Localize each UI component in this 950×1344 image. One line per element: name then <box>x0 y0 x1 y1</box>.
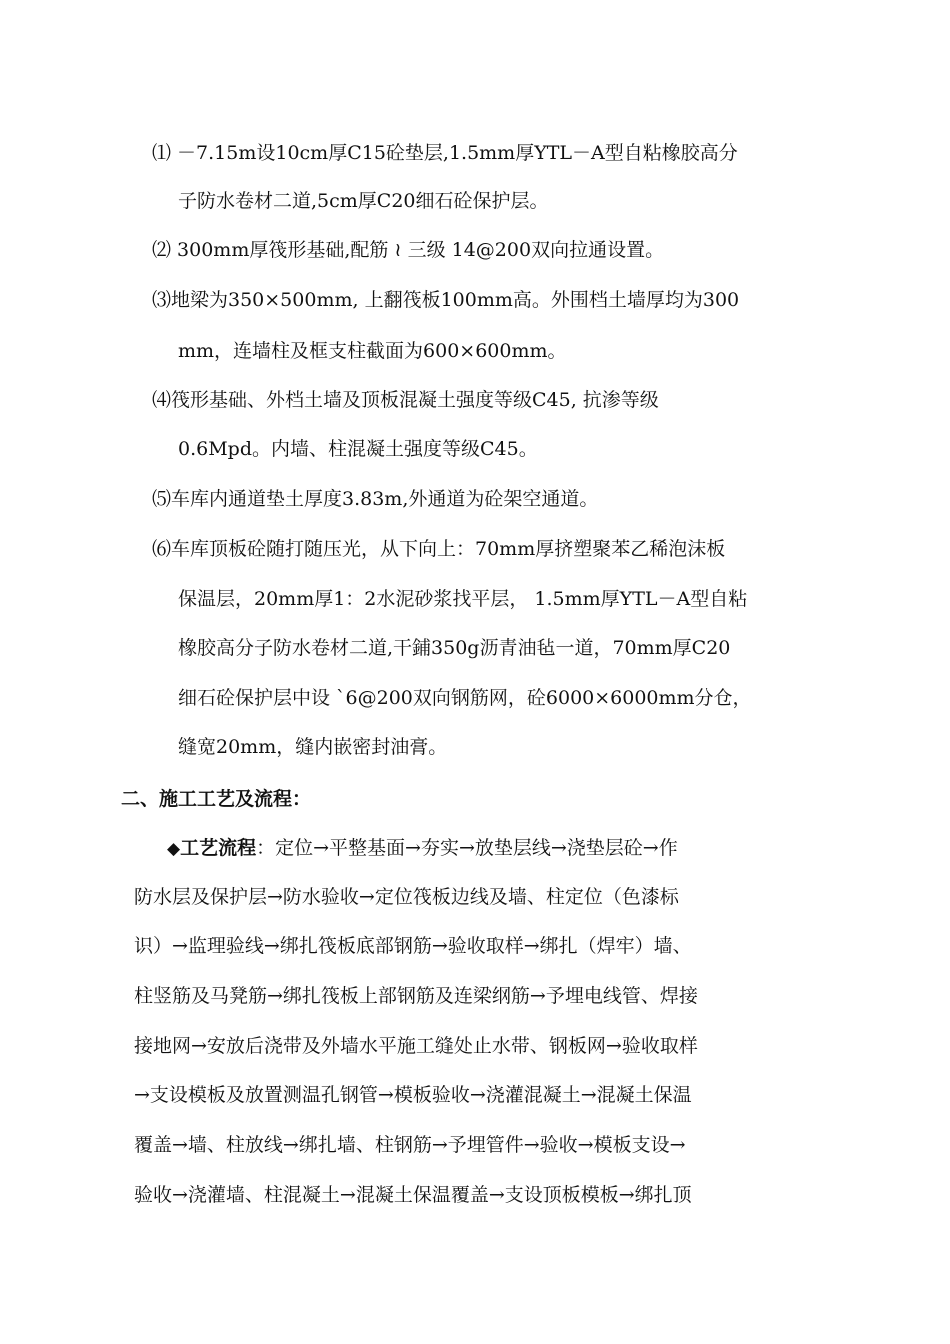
item-3-line-2: mm，连墙柱及框支柱截面为600×600mm。 <box>178 340 567 362</box>
process-line-6: →支设模板及放置测温孔钢管→模板验收→浇灌混凝土→混凝土保温 <box>134 1084 692 1106</box>
item-2-line-1: ⑵ 300mm厚筏形基础,配筋 ≀ 三级 14@200双向拉通设置。 <box>152 239 665 261</box>
item-3-line-1: ⑶地梁为350×500mm, 上翻筏板100mm高。外围档土墙厚均为300 <box>152 289 740 311</box>
item-4-line-1: ⑷筏形基础、外档土墙及顶板混凝土强度等级C45, 抗渗等级 <box>152 389 659 411</box>
process-line-5: 接地网→安放后浇带及外墙水平施工缝处止水带、钢板网→验收取样 <box>134 1035 698 1057</box>
item-5-line-1: ⑸车库内通道垫土厚度3.83m,外通道为砼架空通道。 <box>152 488 599 510</box>
diamond-bullet-icon: ◆ <box>167 839 181 859</box>
item-1-line-1: ⑴ －7.15m设10cm厚C15砼垫层,1.5mm厚YTL－A型自粘橡胶高分 <box>152 142 738 164</box>
process-text-1: 定位→平整基面→夯实→放垫层线→浇垫层砼→作 <box>275 837 678 859</box>
item-6-line-1: ⑹车库顶板砼随打随压光，从下向上：70mm厚挤塑聚苯乙稀泡沫板 <box>152 538 726 560</box>
process-line-7: 覆盖→墙、柱放线→绑扎墙、柱钢筋→予埋管件→验收→模板支设→ <box>134 1134 686 1156</box>
item-6-line-2: 保温层，20mm厚1：2水泥砂浆找平层， 1.5mm厚YTL－A型自粘 <box>178 588 748 610</box>
item-1-line-2: 子防水卷材二道,5cm厚C20细石砼保护层。 <box>178 190 549 212</box>
process-label: 工艺流程 <box>180 837 257 859</box>
process-line-8: 验收→浇灌墙、柱混凝土→混凝土保温覆盖→支设顶板模板→绑扎顶 <box>134 1184 692 1206</box>
process-line-2: 防水层及保护层→防水验收→定位筏板边线及墙、柱定位（色漆标 <box>134 886 679 908</box>
section-heading: 二、施工工艺及流程： <box>121 788 312 810</box>
process-line-3: 识）→监理验线→绑扎筏板底部钢筋→验收取样→绑扎（焊牢）墙、 <box>134 935 692 957</box>
process-colon: ： <box>256 837 276 859</box>
item-6-line-4: 细石砼保护层中设 `6@200双向钢筋网，砼6000×6000mm分仓， <box>178 687 752 709</box>
item-4-line-2: 0.6Mpd。内墙、柱混凝土强度等级C45。 <box>178 438 538 460</box>
item-6-line-3: 橡胶高分子防水卷材二道,干鋪350g沥青油毡一道，70mm厚C20 <box>178 637 731 659</box>
item-6-line-5: 缝宽20mm，缝内嵌密封油膏。 <box>178 736 448 758</box>
process-line-1 <box>167 836 678 861</box>
process-line-4: 柱竖筋及马凳筋→绑扎筏板上部钢筋及连梁纲筋→予埋电线管、焊接 <box>134 985 698 1007</box>
